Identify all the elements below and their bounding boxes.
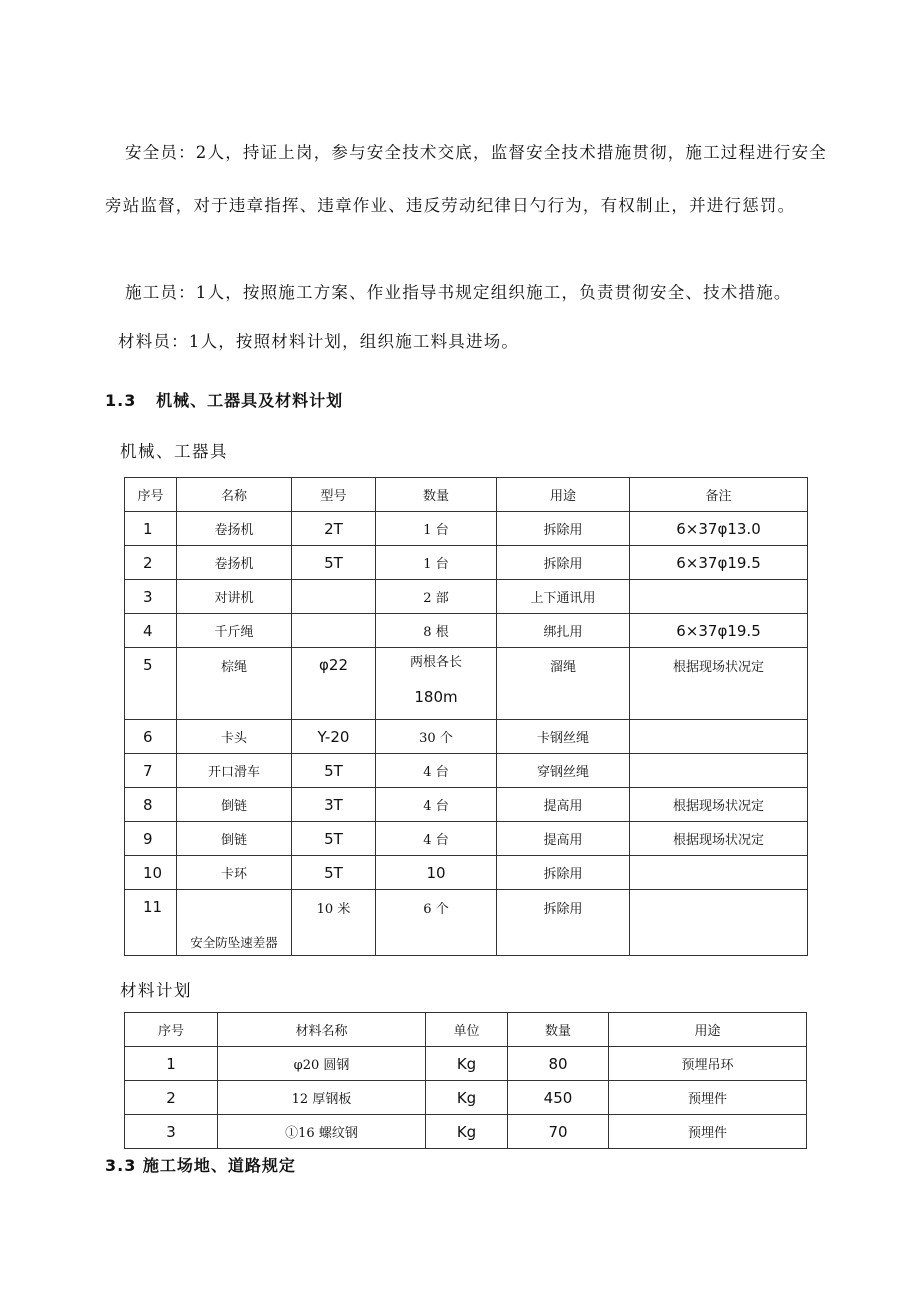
cell-name: 开口滑车	[177, 754, 292, 788]
cell-qty: 6 个	[376, 890, 497, 956]
cell-seq: 2	[125, 546, 177, 580]
cell-qty: 1 台	[376, 546, 497, 580]
cell-seq: 6	[125, 720, 177, 754]
cell-model: φ22	[292, 648, 376, 720]
table-row	[125, 720, 808, 754]
table-row	[125, 580, 808, 614]
cell-name: 卡环	[177, 856, 292, 890]
cell-model: 10 米	[292, 890, 376, 956]
table-row	[125, 1115, 807, 1149]
cell-material: 12 厚钢板	[218, 1081, 426, 1115]
cell-name: 对讲机	[177, 580, 292, 614]
material-officer-paragraph: 材料员：1人，按照材料计划，组织施工料具进场。	[118, 332, 520, 351]
cell-unit: Kg	[426, 1081, 508, 1115]
cell-model: 3T	[292, 788, 376, 822]
cell-name: 卡头	[177, 720, 292, 754]
cell-note: 根据现场状况定	[630, 822, 808, 856]
cell-use: 上下通讯用	[497, 580, 630, 614]
header-cell: 用途	[609, 1013, 807, 1047]
cell-seq: 1	[125, 512, 177, 546]
table-row	[125, 788, 808, 822]
cell-use: 卡钢丝绳	[497, 720, 630, 754]
cell-qty	[376, 648, 497, 720]
cell-name: 卷扬机	[177, 512, 292, 546]
cell-model	[292, 614, 376, 648]
header-cell: 单位	[426, 1013, 508, 1047]
cell-seq: 9	[125, 822, 177, 856]
cell-note: 6×37φ13.0	[630, 512, 808, 546]
cell-note	[630, 754, 808, 788]
table-row	[125, 648, 808, 720]
cell-model: 5T	[292, 856, 376, 890]
cell-unit: Kg	[426, 1047, 508, 1081]
cell-note	[630, 890, 808, 956]
cell-name: 棕绳	[177, 648, 292, 720]
cell-qty: 4 台	[376, 822, 497, 856]
cell-name: 倒链	[177, 822, 292, 856]
cell-note: 6×37φ19.5	[630, 546, 808, 580]
section-heading-3-3	[105, 1153, 296, 1176]
header-cell: 备注	[630, 478, 808, 512]
cell-note	[630, 856, 808, 890]
section-title: 机械、工器具及材料计划	[156, 391, 344, 410]
table-header-row	[125, 1013, 807, 1047]
header-cell: 名称	[177, 478, 292, 512]
header-cell: 序号	[125, 1013, 218, 1047]
cell-qty: 10	[376, 856, 497, 890]
header-cell: 序号	[125, 478, 177, 512]
table-header-row	[125, 478, 808, 512]
header-cell: 型号	[292, 478, 376, 512]
cell-use: 拆除用	[497, 890, 630, 956]
construction-worker-paragraph: 施工员：1人，按照施工方案、作业指导书规定组织施工，负责贯彻安全、技术措施。	[125, 283, 792, 302]
cell-material: φ20 圆钢	[218, 1047, 426, 1081]
cell-use: 预埋吊环	[609, 1047, 807, 1081]
machinery-table	[124, 477, 808, 956]
table-row	[125, 890, 808, 956]
cell-model: Y-20	[292, 720, 376, 754]
cell-qty-line1: 两根各长	[409, 655, 462, 670]
cell-qty-line2: 180m	[414, 688, 458, 706]
cell-unit: Kg	[426, 1115, 508, 1149]
table-row	[125, 1047, 807, 1081]
safety-officer-paragraph: 安全员：2人，持证上岗，参与安全技术交底，监督安全技术措施贯彻，施工过程进行安全旁站监督，对于违章指挥、违章作业、违反劳动纪律日勺行为，有权制止，并进行惩罚。	[105, 143, 827, 215]
cell-note: 根据现场状况定	[630, 788, 808, 822]
materials-table-label: 材料计划	[120, 981, 192, 1000]
table-row	[125, 856, 808, 890]
cell-use: 拆除用	[497, 512, 630, 546]
cell-note: 根据现场状况定	[630, 648, 808, 720]
cell-seq: 5	[125, 648, 177, 720]
table-row	[125, 512, 808, 546]
machinery-table-label: 机械、工器具	[120, 442, 228, 461]
cell-model: 5T	[292, 754, 376, 788]
cell-name: 千斤绳	[177, 614, 292, 648]
header-cell: 数量	[508, 1013, 609, 1047]
cell-note	[630, 720, 808, 754]
materials-table	[124, 1012, 807, 1149]
table-row	[125, 1081, 807, 1115]
cell-use: 预埋件	[609, 1081, 807, 1115]
section-number: 3.3	[105, 1156, 137, 1175]
header-cell: 用途	[497, 478, 630, 512]
table-row	[125, 546, 808, 580]
cell-seq: 10	[125, 856, 177, 890]
cell-qty: 2 部	[376, 580, 497, 614]
cell-use: 预埋件	[609, 1115, 807, 1149]
cell-name: 卷扬机	[177, 546, 292, 580]
cell-qty: 80	[508, 1047, 609, 1081]
cell-seq: 7	[125, 754, 177, 788]
cell-use: 穿钢丝绳	[497, 754, 630, 788]
cell-model: 5T	[292, 822, 376, 856]
table-row	[125, 822, 808, 856]
cell-qty: 4 台	[376, 754, 497, 788]
cell-qty: 4 台	[376, 788, 497, 822]
cell-qty: 70	[508, 1115, 609, 1149]
cell-model	[292, 580, 376, 614]
cell-seq: 11	[125, 890, 177, 956]
cell-use: 拆除用	[497, 546, 630, 580]
section-title: 施工场地、道路规定	[142, 1156, 296, 1175]
cell-seq: 4	[125, 614, 177, 648]
cell-model: 2T	[292, 512, 376, 546]
cell-qty: 8 根	[376, 614, 497, 648]
table-row	[125, 614, 808, 648]
cell-name: 倒链	[177, 788, 292, 822]
cell-note	[630, 580, 808, 614]
header-cell: 数量	[376, 478, 497, 512]
cell-material: ①16 螺纹钢	[218, 1115, 426, 1149]
cell-note: 6×37φ19.5	[630, 614, 808, 648]
table-row	[125, 754, 808, 788]
cell-seq: 1	[125, 1047, 218, 1081]
cell-model: 5T	[292, 546, 376, 580]
cell-use: 提高用	[497, 822, 630, 856]
header-cell: 材料名称	[218, 1013, 426, 1047]
cell-seq: 3	[125, 1115, 218, 1149]
cell-use: 提高用	[497, 788, 630, 822]
cell-use: 溜绳	[497, 648, 630, 720]
cell-seq: 2	[125, 1081, 218, 1115]
cell-seq: 3	[125, 580, 177, 614]
cell-qty: 450	[508, 1081, 609, 1115]
cell-use: 拆除用	[497, 856, 630, 890]
cell-seq: 8	[125, 788, 177, 822]
cell-use: 绑扎用	[497, 614, 630, 648]
cell-name: 安全防坠速差器	[177, 890, 292, 956]
cell-qty: 1 台	[376, 512, 497, 546]
cell-qty: 30 个	[376, 720, 497, 754]
section-number: 1.3	[105, 391, 137, 410]
section-heading-1-3	[105, 388, 343, 411]
